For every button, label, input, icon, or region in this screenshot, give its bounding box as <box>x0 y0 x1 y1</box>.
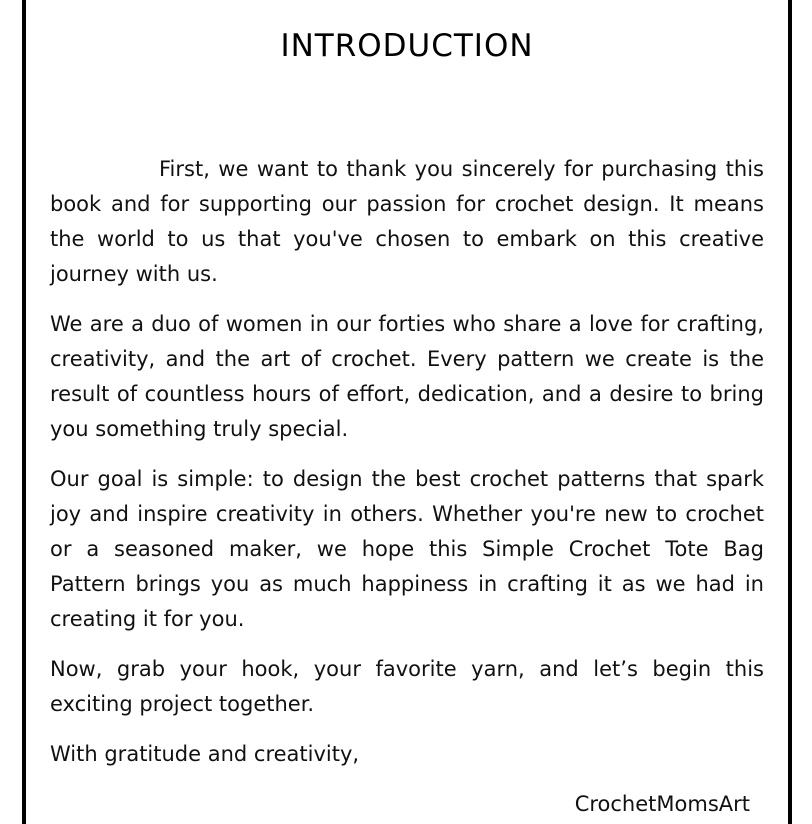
page-title: INTRODUCTION <box>280 28 534 64</box>
paragraph-begin: Now, grab your hook, your favorite yarn, and let’s begin this exciting project together. <box>50 657 764 716</box>
paragraph-goal: Our goal is simple: to design the best crochet patterns that spark joy and inspire creativity in others. Whether you're new to crochet or a seasoned maker, we hope this Simple Crochet Tote Bag Pattern brings you as much happiness in crafting it as we had in creating it for you. <box>50 467 764 631</box>
document-page <box>22 0 792 824</box>
body-text <box>50 152 764 772</box>
signoff-line: With gratitude and creativity, <box>50 742 360 766</box>
paragraph-thanks: First, we want to thank you sincerely for purchasing this book and for supporting our passion for crochet design. It means the world to us that you've chosen to embark on this creative journey with us. <box>50 157 764 286</box>
signature: CrochetMomsArt <box>574 792 750 816</box>
paragraph-about-us: We are a duo of women in our forties who share a love for crafting, creativity, and the art of crochet. Every pattern we create is the result of countless hours of effort, dedication, and a desire to bring you something truly special. <box>50 312 764 441</box>
